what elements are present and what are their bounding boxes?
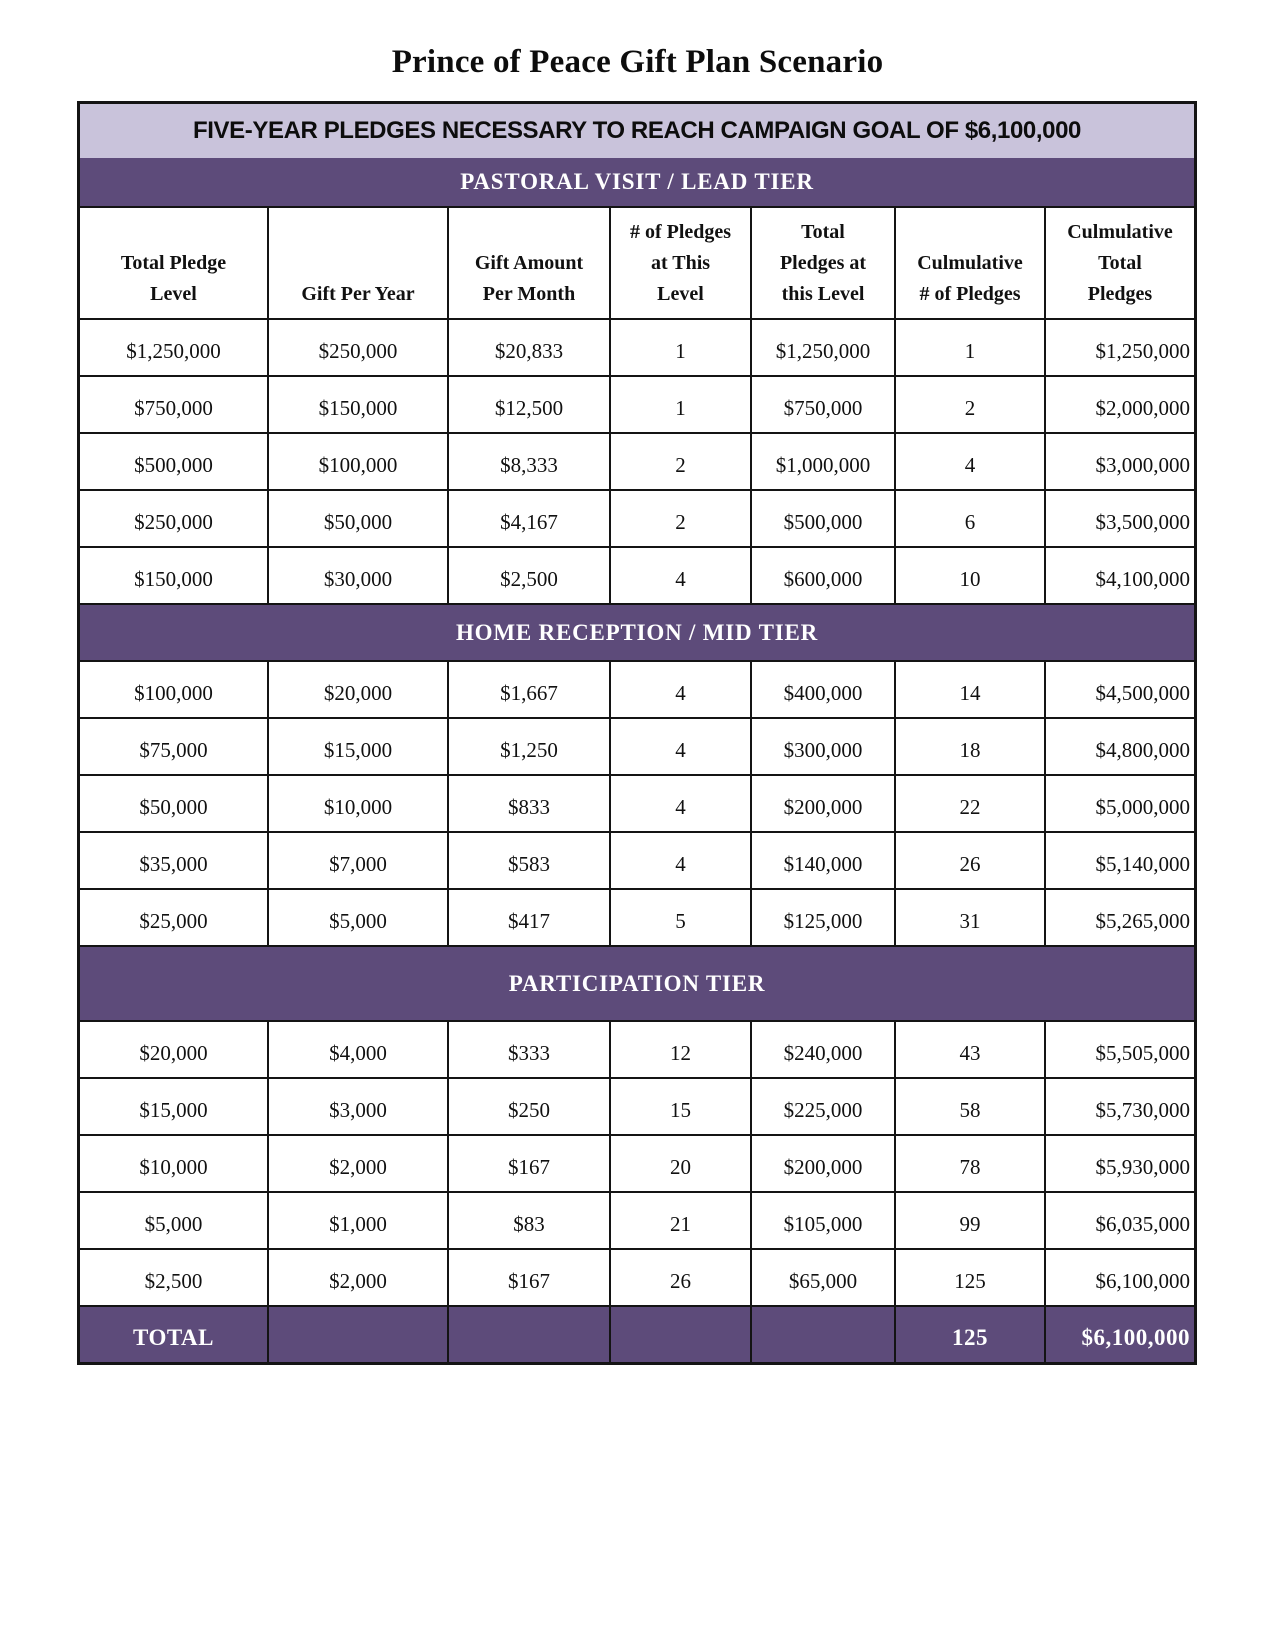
column-header-line: Pledges at: [779, 252, 867, 274]
table-cell: $5,000: [144, 1212, 203, 1236]
table-cell: $1,250,000: [1044, 320, 1194, 375]
total-cell: 125: [894, 1307, 1044, 1362]
table-cell: 58: [894, 1079, 1044, 1134]
table-cell: $5,000,000: [1044, 776, 1194, 831]
table-cell: 15: [609, 1079, 750, 1134]
table-cell: $15,000: [267, 719, 447, 774]
gift-plan-table: [77, 101, 1197, 1365]
table-cell: $333: [447, 1022, 609, 1077]
table-cell: $50,000: [139, 795, 208, 819]
table-cell: 125: [894, 1250, 1044, 1305]
table-row: [80, 1248, 1194, 1305]
table-cell: 31: [894, 890, 1044, 945]
column-header: [609, 208, 750, 318]
table-cell: 26: [609, 1250, 750, 1305]
campaign-goal-banner: [80, 104, 1194, 158]
table-row: [80, 717, 1194, 774]
table-row: [80, 432, 1194, 489]
table-cell: $1,250,000: [750, 320, 894, 375]
table-cell: $200,000: [750, 776, 894, 831]
column-header-line: Culmulative: [1067, 221, 1173, 243]
campaign-goal-banner-text: FIVE-YEAR PLEDGES NECESSARY TO REACH CAMPAIGN GOAL OF $6,100,000: [193, 117, 1081, 144]
table-cell: $6,035,000: [1044, 1193, 1194, 1248]
total-cell: $6,100,000: [1044, 1307, 1194, 1362]
table-row: [80, 375, 1194, 432]
table-row: [80, 1134, 1194, 1191]
column-header-line: at This: [650, 252, 711, 274]
table-cell: $1,000,000: [750, 434, 894, 489]
table-cell: $20,833: [447, 320, 609, 375]
table-cell: 14: [894, 662, 1044, 717]
table-cell: $583: [447, 833, 609, 888]
table-cell: 2: [609, 491, 750, 546]
table-cell: $83: [447, 1193, 609, 1248]
table-cell: $250,000: [134, 510, 213, 534]
table-cell: 26: [894, 833, 1044, 888]
table-cell: $3,000,000: [1044, 434, 1194, 489]
table-cell: $30,000: [267, 548, 447, 603]
table-cell: $4,000: [267, 1022, 447, 1077]
column-header: [894, 208, 1044, 318]
table-row: [80, 660, 1194, 717]
column-header-line: Level: [150, 283, 197, 305]
total-cell: [447, 1307, 609, 1362]
table-cell: $50,000: [267, 491, 447, 546]
table-cell: $1,000: [267, 1193, 447, 1248]
table-cell: 99: [894, 1193, 1044, 1248]
table-cell: 43: [894, 1022, 1044, 1077]
table-cell: 4: [609, 548, 750, 603]
column-header: [80, 208, 267, 318]
table-row: [80, 888, 1194, 945]
table-row: [80, 1077, 1194, 1134]
page-title: Prince of Peace Gift Plan Scenario: [391, 44, 884, 80]
table-row: [80, 1020, 1194, 1077]
table-cell: $20,000: [267, 662, 447, 717]
column-header-line: Gift Amount: [474, 252, 584, 274]
table-cell: $4,500,000: [1044, 662, 1194, 717]
column-header-line: Level: [657, 283, 704, 305]
table-cell: $15,000: [139, 1098, 208, 1122]
table-cell: $250,000: [267, 320, 447, 375]
table-cell: 6: [894, 491, 1044, 546]
table-cell: 18: [894, 719, 1044, 774]
table-cell: $3,500,000: [1044, 491, 1194, 546]
table-row: [80, 489, 1194, 546]
table-cell: $5,730,000: [1044, 1079, 1194, 1134]
total-row: [80, 1305, 1194, 1362]
table-cell: 4: [609, 776, 750, 831]
table-cell: $400,000: [750, 662, 894, 717]
table-cell: $20,000: [139, 1041, 208, 1065]
tier-banner: [80, 945, 1194, 1020]
table-cell: $750,000: [750, 377, 894, 432]
table-cell: $125,000: [750, 890, 894, 945]
table-cell: $5,140,000: [1044, 833, 1194, 888]
table-cell: 4: [609, 833, 750, 888]
table-cell: $833: [447, 776, 609, 831]
table-cell: $4,167: [447, 491, 609, 546]
table-cell: $500,000: [134, 453, 213, 477]
table-cell: $105,000: [750, 1193, 894, 1248]
total-cell: [609, 1307, 750, 1362]
table-cell: $225,000: [750, 1079, 894, 1134]
column-header-line: # of Pledges: [629, 221, 732, 243]
column-header-line: # of Pledges: [919, 283, 1021, 305]
column-header: [750, 208, 894, 318]
table-cell: 2: [609, 434, 750, 489]
column-header-line: Pledges: [1087, 283, 1153, 305]
table-cell: $10,000: [139, 1155, 208, 1179]
table-cell: $150,000: [267, 377, 447, 432]
table-cell: $8,333: [447, 434, 609, 489]
table-cell: $1,667: [447, 662, 609, 717]
table-row: [80, 1191, 1194, 1248]
table-cell: $35,000: [139, 852, 208, 876]
total-label: TOTAL: [133, 1325, 214, 1350]
column-header-line: Total: [801, 221, 845, 243]
table-cell: $5,505,000: [1044, 1022, 1194, 1077]
table-cell: 22: [894, 776, 1044, 831]
table-cell: $250: [447, 1079, 609, 1134]
tier-banner: [80, 158, 1194, 206]
table-cell: 4: [894, 434, 1044, 489]
table-cell: $750,000: [134, 396, 213, 420]
table-row: [80, 318, 1194, 375]
table-cell: $150,000: [134, 567, 213, 591]
table-cell: 10: [894, 548, 1044, 603]
table-cell: $10,000: [267, 776, 447, 831]
table-cell: $7,000: [267, 833, 447, 888]
table-cell: 2: [894, 377, 1044, 432]
table-cell: $65,000: [750, 1250, 894, 1305]
table-cell: $600,000: [750, 548, 894, 603]
table-cell: $1,250: [447, 719, 609, 774]
column-header-line: Gift Per Year: [301, 283, 415, 305]
table-cell: $100,000: [267, 434, 447, 489]
table-cell: $300,000: [750, 719, 894, 774]
table-cell: $100,000: [134, 681, 213, 705]
table-cell: $4,800,000: [1044, 719, 1194, 774]
table-cell: 78: [894, 1136, 1044, 1191]
table-cell: 1: [894, 320, 1044, 375]
column-header-row: [80, 206, 1194, 318]
table-cell: 1: [609, 320, 750, 375]
tier-banner-text: PASTORAL VISIT / LEAD TIER: [460, 169, 814, 194]
table-cell: $5,930,000: [1044, 1136, 1194, 1191]
table-cell: $240,000: [750, 1022, 894, 1077]
column-header-line: this Level: [781, 283, 865, 305]
column-header: [267, 208, 447, 318]
table-cell: $25,000: [139, 909, 208, 933]
table-cell: $5,000: [267, 890, 447, 945]
table-cell: $1,250,000: [126, 339, 221, 363]
column-header-line: Total Pledge: [120, 252, 227, 274]
table-cell: $140,000: [750, 833, 894, 888]
total-cell: [750, 1307, 894, 1362]
column-header: [447, 208, 609, 318]
table-cell: $12,500: [447, 377, 609, 432]
table-cell: $4,100,000: [1044, 548, 1194, 603]
table-row: [80, 774, 1194, 831]
column-header-line: Culmulative: [917, 252, 1023, 274]
table-cell: $2,500: [447, 548, 609, 603]
table-cell: $6,100,000: [1044, 1250, 1194, 1305]
column-header: [1044, 208, 1194, 318]
table-row: [80, 546, 1194, 603]
column-header-line: Total: [1098, 252, 1142, 274]
total-cell: [267, 1307, 447, 1362]
table-cell: $2,500: [144, 1269, 203, 1293]
tier-banner-text: HOME RECEPTION / MID TIER: [455, 619, 819, 645]
table-cell: $75,000: [139, 738, 208, 762]
table-cell: $2,000: [267, 1250, 447, 1305]
table-cell: $3,000: [267, 1079, 447, 1134]
table-cell: 21: [609, 1193, 750, 1248]
table-cell: 20: [609, 1136, 750, 1191]
table-cell: $2,000,000: [1044, 377, 1194, 432]
table-cell: 12: [609, 1022, 750, 1077]
tier-banner-text: PARTICIPATION TIER: [508, 970, 766, 996]
table-cell: $167: [447, 1136, 609, 1191]
table-cell: $2,000: [267, 1136, 447, 1191]
column-header-line: Per Month: [482, 283, 576, 305]
tier-banner: [80, 603, 1194, 660]
table-cell: 1: [609, 377, 750, 432]
table-cell: 4: [609, 719, 750, 774]
table-cell: $167: [447, 1250, 609, 1305]
table-cell: 4: [609, 662, 750, 717]
table-cell: $200,000: [750, 1136, 894, 1191]
table-row: [80, 831, 1194, 888]
table-cell: $5,265,000: [1044, 890, 1194, 945]
table-cell: 5: [609, 890, 750, 945]
table-cell: $500,000: [750, 491, 894, 546]
table-cell: $417: [447, 890, 609, 945]
